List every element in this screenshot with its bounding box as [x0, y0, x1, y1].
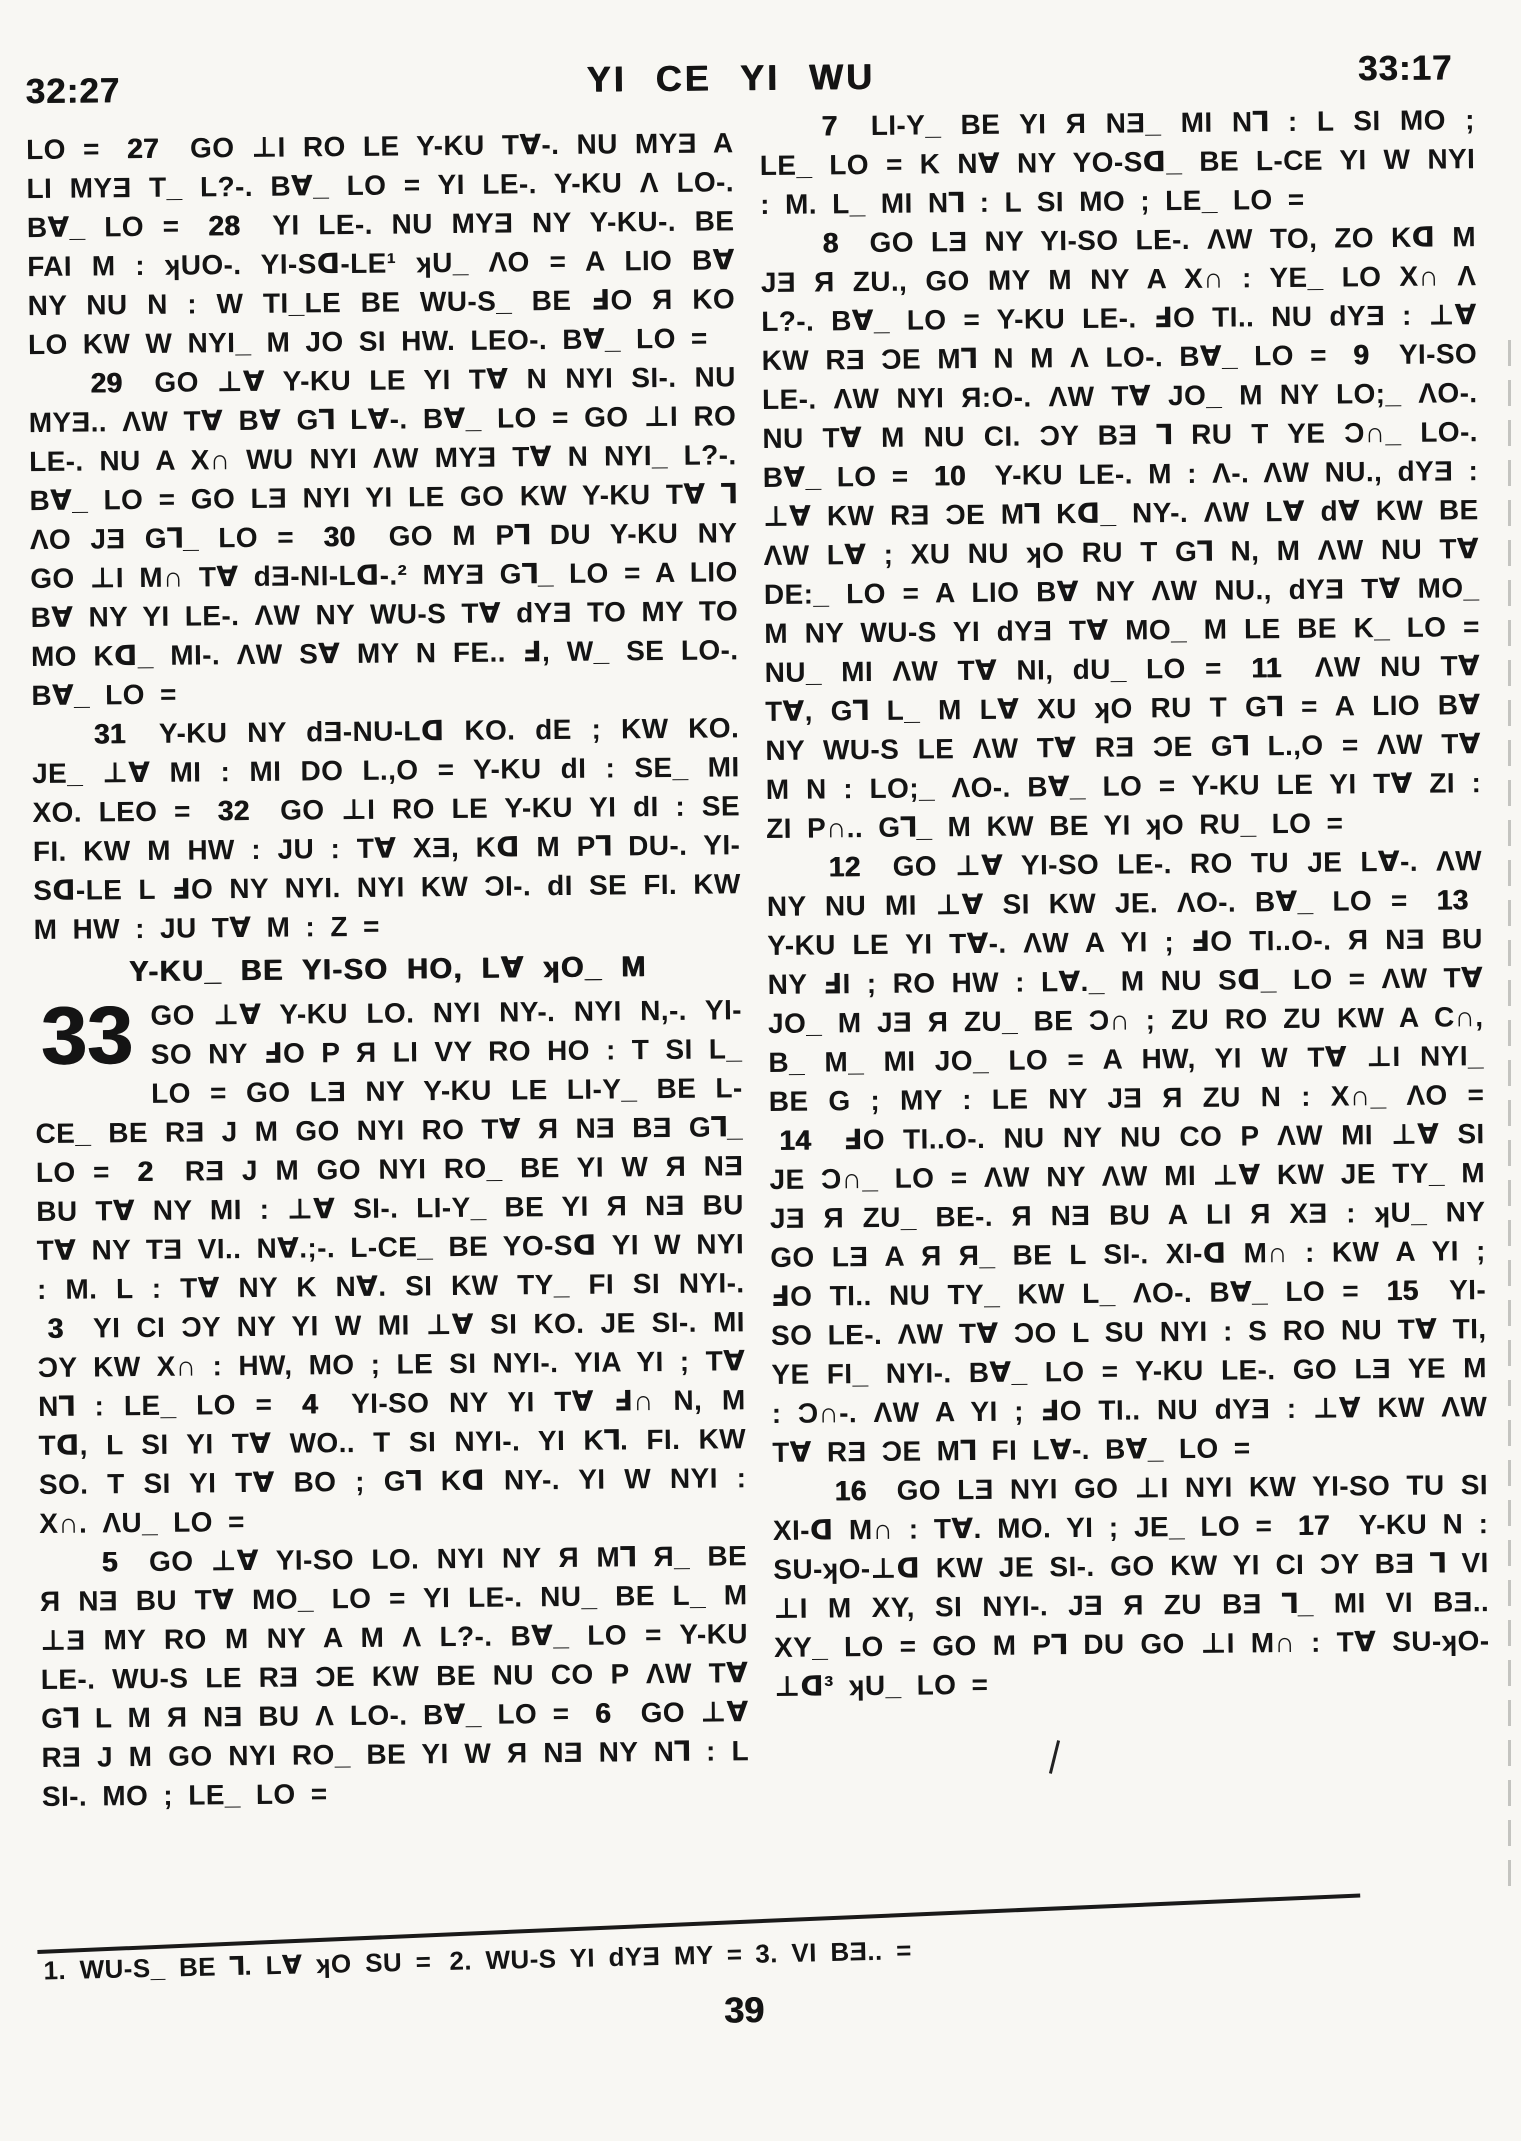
verse-text: RƎ J M GO NYI RO_ BE YI W Я NƎ BU T∀ NY MI : ⊥∀ SI-. LI-Y_ BE YI Я NƎ BU T∀ NY TƎ VI.. N∀.;-. L-CE_ BE YO-Sᗡ YI W NYI : M. L : T∀ NY K N∀. SI KW TY_ FI SI NYI-.: [36, 1150, 745, 1306]
paragraph-v8-11: [760, 217, 1481, 848]
verse-number: 32: [217, 794, 250, 827]
verse-text: YI-SO LE-. ΛW NYI Я:O-. ΛW T∀ JO_ M NY LO;_ ΛO-. NU T∀ M NU CI. ƆY BƎ ⅂ RU T YE Ɔ∩_ LO-. B∀_ LO =: [761, 338, 1479, 494]
right-column: [759, 100, 1491, 1809]
verse-text: GO ⊥∀ RƎ J M GO NYI RO_ BE YI W Я NƎ NY N⅂ : L SI-. MO ; LE_ LO =: [41, 1696, 750, 1813]
verse-text: YI CI ƆY NY YI W MI ⊥∀ SI KO. JE SI-. MI ƆY KW X∩ : HW, MO ; LE SI NYI-. YIA YI ; T∀ N⅂ : LE_ LO =: [37, 1306, 746, 1423]
verse-number: 2: [137, 1155, 154, 1188]
verse-number: 9: [1353, 339, 1370, 371]
verse-number: 6: [594, 1697, 612, 1729]
verse-text: YI-SO LE-. ΛW T∀ ƆO L SU NYI : S RO NU T∀ TI, YE FI_ NYI-. B∀_ LO = Y-KU LE-. GO LƎ YE M : Ɔ∩-. ΛW A YI ; ℲO TI.. NU dYƎ : ⊥∀ KW ΛW T∀ RƎ ƆE M⅂ FI L∀-. B∀_ LO =: [770, 1274, 1488, 1468]
verse-number: 17: [1297, 1509, 1330, 1541]
verse-number: 10: [933, 460, 966, 492]
text-columns: [25, 104, 1491, 1816]
verse-number: 14: [779, 1124, 812, 1156]
verse-number: 28: [208, 210, 241, 242]
footnote-3: 3. VI BƎ.. =: [754, 1935, 913, 1969]
verse-text: LO =: [25, 133, 118, 166]
verse-number: 31: [93, 718, 126, 750]
verse-text: GO ⊥∀ YI-SO LE-. RO TU JE L∀-. ΛW NY NU MI ⊥∀ SI KW JE. ΛO-. B∀_ LO =: [766, 845, 1483, 923]
verse-number: 13: [1436, 884, 1469, 916]
verse-text: Y-KU N : SU-ʞO-⊥ᗡ KW JE SI-. GO KW YI CI ƆY BƎ ⅂ VI ⊥I M XY, SI NYI-. JƎ Я ZU BƎ ⅂_ MI VI BƎ.. XY_ LO = GO M P⅂ DU GO ⊥I M∩ : T∀ SU-ʞO-⊥ᗡ³ ʞU_ LO =: [773, 1508, 1490, 1702]
verse-number: 4: [301, 1388, 319, 1420]
chapter-number: 33: [40, 990, 134, 1082]
verse-number: 12: [828, 851, 861, 883]
verse-text: Y-KU LE-. M : Λ-. ΛW NU., dYƎ : ⊥∀ KW RƎ ƆE M⅂ Kᗡ_ NY-. ΛW L∀ d∀ KW BE ΛW L∀ ; XU NU ʞO RU T G⅂ N, M ΛW NU T∀ DE:_ LO = A LIO B∀ NY ΛW NU., dYƎ T∀ MO_ M NY WU-S YI dYƎ T∀ MO_ M LE BE K_ LO = NU_ MI ΛW T∀ NI, dU_ LO =: [763, 455, 1480, 689]
verse-number: 8: [822, 227, 839, 259]
verse-text: GO ⊥∀ YI-SO LO. NYI NY Я M⅂ Я_ BE Я NƎ BU T∀ MO_ LO = YI LE-. NU_ BE L_ M ⊥Ǝ MY RO M NY A M Λ L?-. B∀_ LO = Y-KU LE-. WU-S LE RƎ ƆE KW BE NU CO P ΛW T∀ G⅂ L M Я NƎ BU Λ LO-. B∀_ LO =: [39, 1540, 749, 1735]
left-column: [26, 123, 750, 1816]
verse-text: ΛW NU T∀ T∀, G⅂ L_ M L∀ XU ʞO RU T G⅂ = A LIO B∀ NY WU-S LE ΛW T∀ RƎ ƆE G⅂ L.,O = ΛW T∀ M N : LO;_ ΛO-. B∀_ LO = Y-KU LE YI T∀ ZI : ZI P∩.. G⅂_ M KW BE YI ʞO RU_ LO =: [764, 650, 1482, 845]
paragraph-v12-15: [766, 841, 1487, 1472]
footnote-2: 2. WU-S YI dYƎ MY =: [449, 1939, 743, 1976]
verse-text: LI-Y_ BE YI Я NƎ_ MI N⅂ : L SI MO ; LE_ LO = K N∀ NY YO-Sᗡ_ BE L-CE YI W NYI : M. L_ MI N⅂ : L SI MO ; LE_ LO =: [759, 104, 1476, 221]
verse-text: GO LƎ NYI GO ⊥I NYI KW YI-SO TU SI XI-ᗡ M∩ : T∀. MO. YI ; JE_ LO =: [772, 1469, 1489, 1546]
verse-number: 11: [1250, 652, 1282, 684]
verse-ref-right: 33:17: [1357, 48, 1453, 89]
section-heading: Y-KU_ BE YI-SO HO, L∀ ʞO_ M: [128, 951, 647, 989]
verse-text: Y-KU LE YI T∀-. ΛW A YI ; ℲO TI..O-. Я NƎ BU NY ℲI ; RO HW : L∀._ M NU Sᗡ_ LO = ΛW T∀ JO_ M JƎ Я ZU_ BE Ɔ∩ ; ZU RO ZU KW A C∩, B_ M_ MI JO_ LO = A HW, YI W T∀ ⊥I NYI_ BE G ; MY : LE NY JƎ Я ZU N : X∩_ ΛO =: [767, 923, 1485, 1117]
paragraph-v7: [759, 100, 1476, 224]
paragraph-v16-17: [772, 1465, 1490, 1706]
verse-number: 16: [834, 1475, 867, 1507]
verse-text: GO M P⅂ DU Y-KU NY GO ⊥I M∩ T∀ dƎ-NI-Lᗡ-.² MYƎ G⅂_ LO = A LIO B∀ NY YI LE-. ΛW NY WU-S T∀ dYƎ TO MY TO MO Kᗡ_ MI-. ΛW S∀ MY N FE.. Ⅎ, W_ SE LO-. B∀_ LO =: [30, 517, 739, 712]
verse-number: 3: [47, 1312, 64, 1344]
footnote-1: 1. WU-S_ BE ⅂. L∀ ʞO SU =: [43, 1946, 432, 1986]
verse-text: GO LƎ NY YI-SO LE-. ΛW TO, ZO Kᗡ M JƎ Я ZU., GO MY M NY A X∩ : YE_ LO X∩ Λ L?-. B∀_ LO = Y-KU LE-. ℲO TI.. NU dYƎ : ⊥∀ KW RƎ ƆE M⅂ N M Λ LO-. B∀_ LO =: [760, 221, 1477, 377]
verse-number: 29: [90, 367, 123, 399]
page-number: 39: [723, 1989, 765, 2031]
verse-text: YI-SO NY YI T∀ Ⅎ∩ N, M Tᗡ, L SI YI T∀ WO.. T SI NYI-. YI K⅂. FI. KW SO. T SI YI T∀ BO ; G⅂ Kᗡ NY-. YI W NYI : X∩. ΛU_ LO =: [38, 1384, 747, 1540]
verse-text: GO ⊥∀ Y-KU LE YI T∀ N NYI SI-. NU MYƎ.. ΛW T∀ B∀ G⅂ L∀-. B∀_ LO = GO ⊥I RO LE-. NU A X∩ WU NYI ΛW MYƎ T∀ N NYI_ L?-. B∀_ LO = GO LƎ NYI YI LE GO KW Y-KU T∀ ⅂ ΛO JƎ G⅂_ LO =: [28, 361, 738, 556]
paragraph-ch33-v1-4: [34, 990, 747, 1543]
paragraph-v29-30: [28, 357, 739, 715]
verse-number: 7: [821, 110, 838, 142]
verse-ref-left: 32:27: [25, 71, 121, 112]
paragraph-v5-6: [39, 1536, 749, 1816]
page-title: YI CE YI WU: [586, 55, 876, 100]
verse-text: GO ⊥I RO LE Y-KU YI dI : SE FI. KW M HW : JU : T∀ XƎ, Kᗡ M P⅂ DU-. YI-Sᗡ-LE L ℲO NY NYI. NYI KW ƆI-. dI SE FI. KW M HW : JU T∀ M : Z =: [32, 790, 741, 946]
verse-number: 27: [126, 132, 160, 165]
verse-text: GO ⊥I RO LE Y-KU T∀-. NU MYƎ A LI MYƎ T_ L?-. B∀_ LO = YI LE-. Y-KU Λ LO-. B∀_ LO =: [26, 127, 735, 244]
verse-text: GO ⊥∀ Y-KU LO. NYI NY-. NYI N,-. YI-SO NY ℲO P Я LI VY RO HO : T SI L_ LO = GO LƎ NY Y-KU LE LI-Y_ BE L-CE_ BE RƎ J M GO NYI RO T∀ Я NƎ BƎ G⅂_ LO =: [35, 994, 744, 1189]
verse-number: 15: [1386, 1274, 1419, 1307]
paragraph-v31-32: [32, 708, 742, 949]
verse-number: 30: [323, 520, 356, 553]
verse-text: Y-KU NY dƎ-NU-Lᗡ KO. dE ; KW KO. JE_ ⊥∀ MI : MI DO L.,O = Y-KU dI : SE_ MI XO. LEO =: [31, 712, 740, 829]
verse-text: ℲO TI..O-. NU NY NU CO P ΛW MI ⊥∀ SI JE Ɔ∩_ LO = ΛW NY ΛW MI ⊥∀ KW JE TY_ M JƎ Я ZU_ BE-. Я NƎ BU A LI Я XƎ : ʞU_ NY GO LƎ A Я Я_ BE L SI-. XI-ᗡ M∩ : KW A YI ; ℲO TI.. NU TY_ KW L_ ΛO-. B∀_ LO =: [769, 1118, 1486, 1312]
scan-edge-artifact: [1508, 340, 1511, 1900]
verse-number: 5: [101, 1546, 118, 1578]
paragraph-v27-28: [26, 123, 736, 364]
verse-text: YI LE-. NU MYƎ NY Y-KU-. BE FAI M : ʞUO-. YI-Sᗡ-LE¹ ʞU_ ΛO = A LIO B∀ NY NU N : W TI_LE BE WU-S_ BE ℲO Я KO LO KW W NYI_ M JO SI HW. LEO-. B∀_ LO =: [27, 205, 736, 361]
